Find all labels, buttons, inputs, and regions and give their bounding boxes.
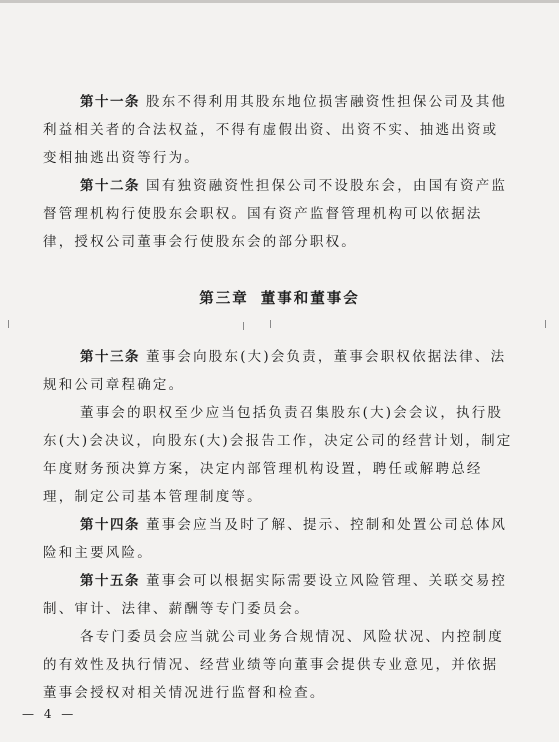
binding-mark-left xyxy=(8,320,9,328)
page-number: — 4 — xyxy=(22,707,77,721)
paragraph-text: 董事会的职权至少应当包括负责召集股东(大)会会议，执行股东(大)会决议，向股东(大)会报告工作，决定公司的经营计划，制定年度财务预决算方案，决定内部管理机构设置，聘任或解聘总经理，制定公司基本管理制度等。 xyxy=(43,405,513,505)
committees-paragraph xyxy=(43,623,513,707)
binding-mark-center-2 xyxy=(270,320,271,328)
chapter-number: 第三章 xyxy=(199,291,249,307)
article-text: 国有独资融资性担保公司不设股东会，由国有资产监督管理机构行使股东会职权。国有资产监督管理机构可以依据法律，授权公司董事会行使股东会的部分职权。 xyxy=(43,178,508,250)
article-text: 董事会可以根据实际需要设立风险管理、关联交易控制、审计、法律、薪酬等专门委员会。 xyxy=(43,573,508,617)
article-label: 第十四条 xyxy=(80,517,140,533)
article-text: 董事会向股东(大)会负责，董事会职权依据法律、法规和公司章程确定。 xyxy=(43,349,507,393)
page-top-edge xyxy=(0,0,559,3)
binding-mark-center-1 xyxy=(243,322,244,330)
article-15 xyxy=(43,567,513,623)
board-powers-paragraph xyxy=(43,399,513,511)
article-13 xyxy=(43,343,513,399)
binding-mark-right xyxy=(545,320,546,328)
article-label: 第十二条 xyxy=(80,178,140,194)
article-text: 股东不得利用其股东地位损害融资性担保公司及其他利益相关者的合法权益，不得有虚假出资、出资不实、抽逃出资或变相抽逃出资等行为。 xyxy=(43,94,508,166)
article-label: 第十三条 xyxy=(80,349,140,365)
paragraph-text: 各专门委员会应当就公司业务合规情况、风险状况、内控制度的有效性及执行情况、经营业绩等向董事会提供专业意见，并依据董事会授权对相关情况进行监督和检查。 xyxy=(43,629,504,701)
article-text: 董事会应当及时了解、提示、控制和处置公司总体风险和主要风险。 xyxy=(43,517,508,561)
article-label: 第十五条 xyxy=(80,573,140,589)
article-11 xyxy=(43,88,513,172)
article-14 xyxy=(43,511,513,567)
article-12 xyxy=(43,172,513,256)
chapter-title: 董事和董事会 xyxy=(260,291,360,307)
chapter-heading xyxy=(0,287,559,308)
article-label: 第十一条 xyxy=(80,94,140,110)
